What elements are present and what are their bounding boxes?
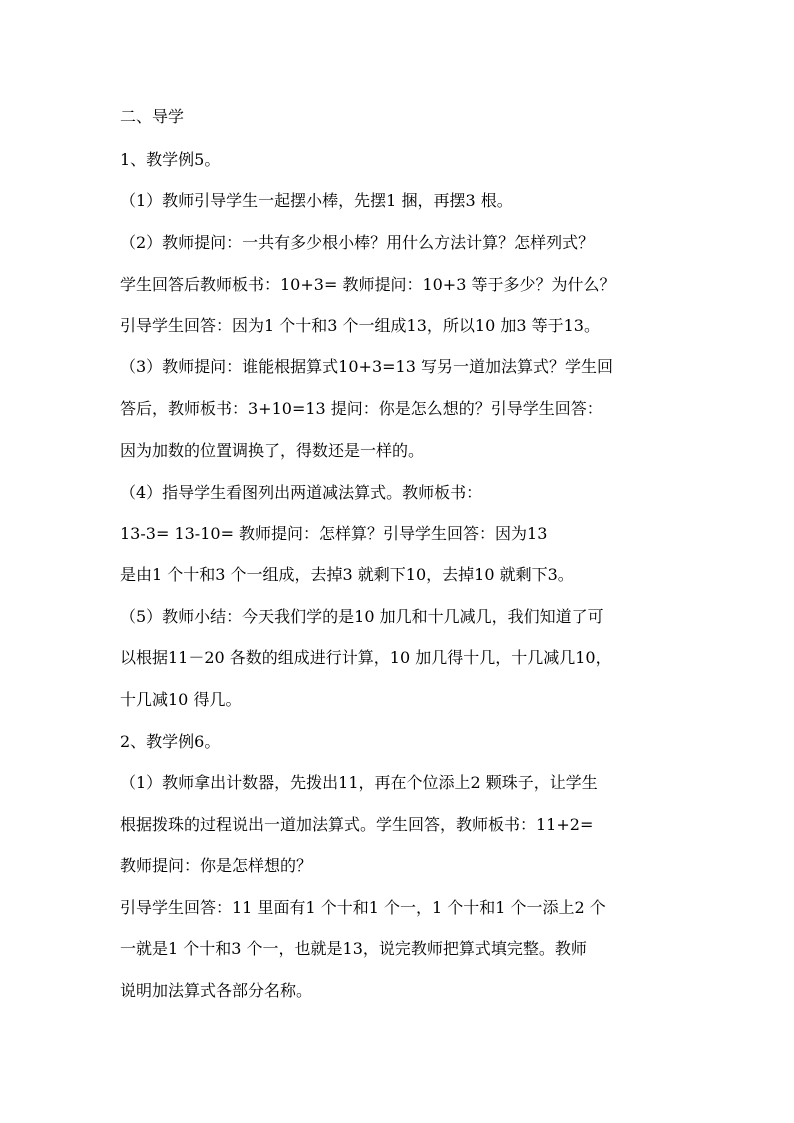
paragraph-line: 是由1 个十和3 个一组成，去掉3 就剩下10，去掉10 就剩下3。 — [120, 565, 574, 584]
paragraph-line: （1）教师拿出计数器，先拨出11，再在个位添上2 颗珠子，让学生 — [120, 773, 598, 792]
paragraph-line: （5）教师小结：今天我们学的是10 加几和十几减几，我们知道了可 — [120, 607, 604, 626]
paragraph-line: （3）教师提问：谁能根据算式10+3=13 写另一道加法算式？学生回 — [120, 357, 613, 376]
paragraph-line: 13-3= 13-10= 教师提问：怎样算？引导学生回答：因为13 — [120, 524, 548, 543]
paragraph-line: 根据拨珠的过程说出一道加法算式。学生回答，教师板书：11+2= — [120, 815, 594, 834]
paragraph-line: （4）指导学生看图列出两道减法算式。教师板书： — [120, 483, 483, 502]
paragraph-line: 以根据11－20 各数的组成进行计算，10 加几得十几，十几减几10， — [120, 648, 612, 667]
paragraph-line: 引导学生回答：因为1 个十和3 个一组成13，所以10 加3 等于13。 — [120, 316, 600, 335]
paragraph-line: 学生回答后教师板书：10+3= 教师提问：10+3 等于多少？为什么？ — [120, 275, 616, 294]
paragraph-line: 十几减10 得几。 — [120, 690, 242, 709]
paragraph-line: （1）教师引导学生一起摆小棒，先摆1 捆，再摆3 根。 — [120, 191, 513, 210]
paragraph-line: 因为加数的位置调换了，得数还是一样的。 — [120, 441, 425, 460]
paragraph-line: （2）教师提问：一共有多少根小棒？用什么方法计算？怎样列式？ — [120, 233, 595, 252]
paragraph-line: 答后，教师板书：3+10=13 提问：你是怎么想的？引导学生回答： — [120, 399, 603, 418]
subsection-heading: 2、教学例6。 — [120, 732, 221, 751]
paragraph-line: 一就是1 个十和3 个一，也就是13，说完教师把算式填完整。教师 — [120, 939, 587, 958]
section-heading: 二、导学 — [120, 107, 185, 126]
paragraph-line: 引导学生回答：11 里面有1 个十和1 个一，1 个十和1 个一添上2 个 — [120, 898, 606, 917]
paragraph-line: 说明加法算式各部分名称。 — [120, 981, 313, 1000]
subsection-heading: 1、教学例5。 — [120, 150, 221, 169]
paragraph-line: 教师提问：你是怎样想的？ — [120, 856, 313, 875]
